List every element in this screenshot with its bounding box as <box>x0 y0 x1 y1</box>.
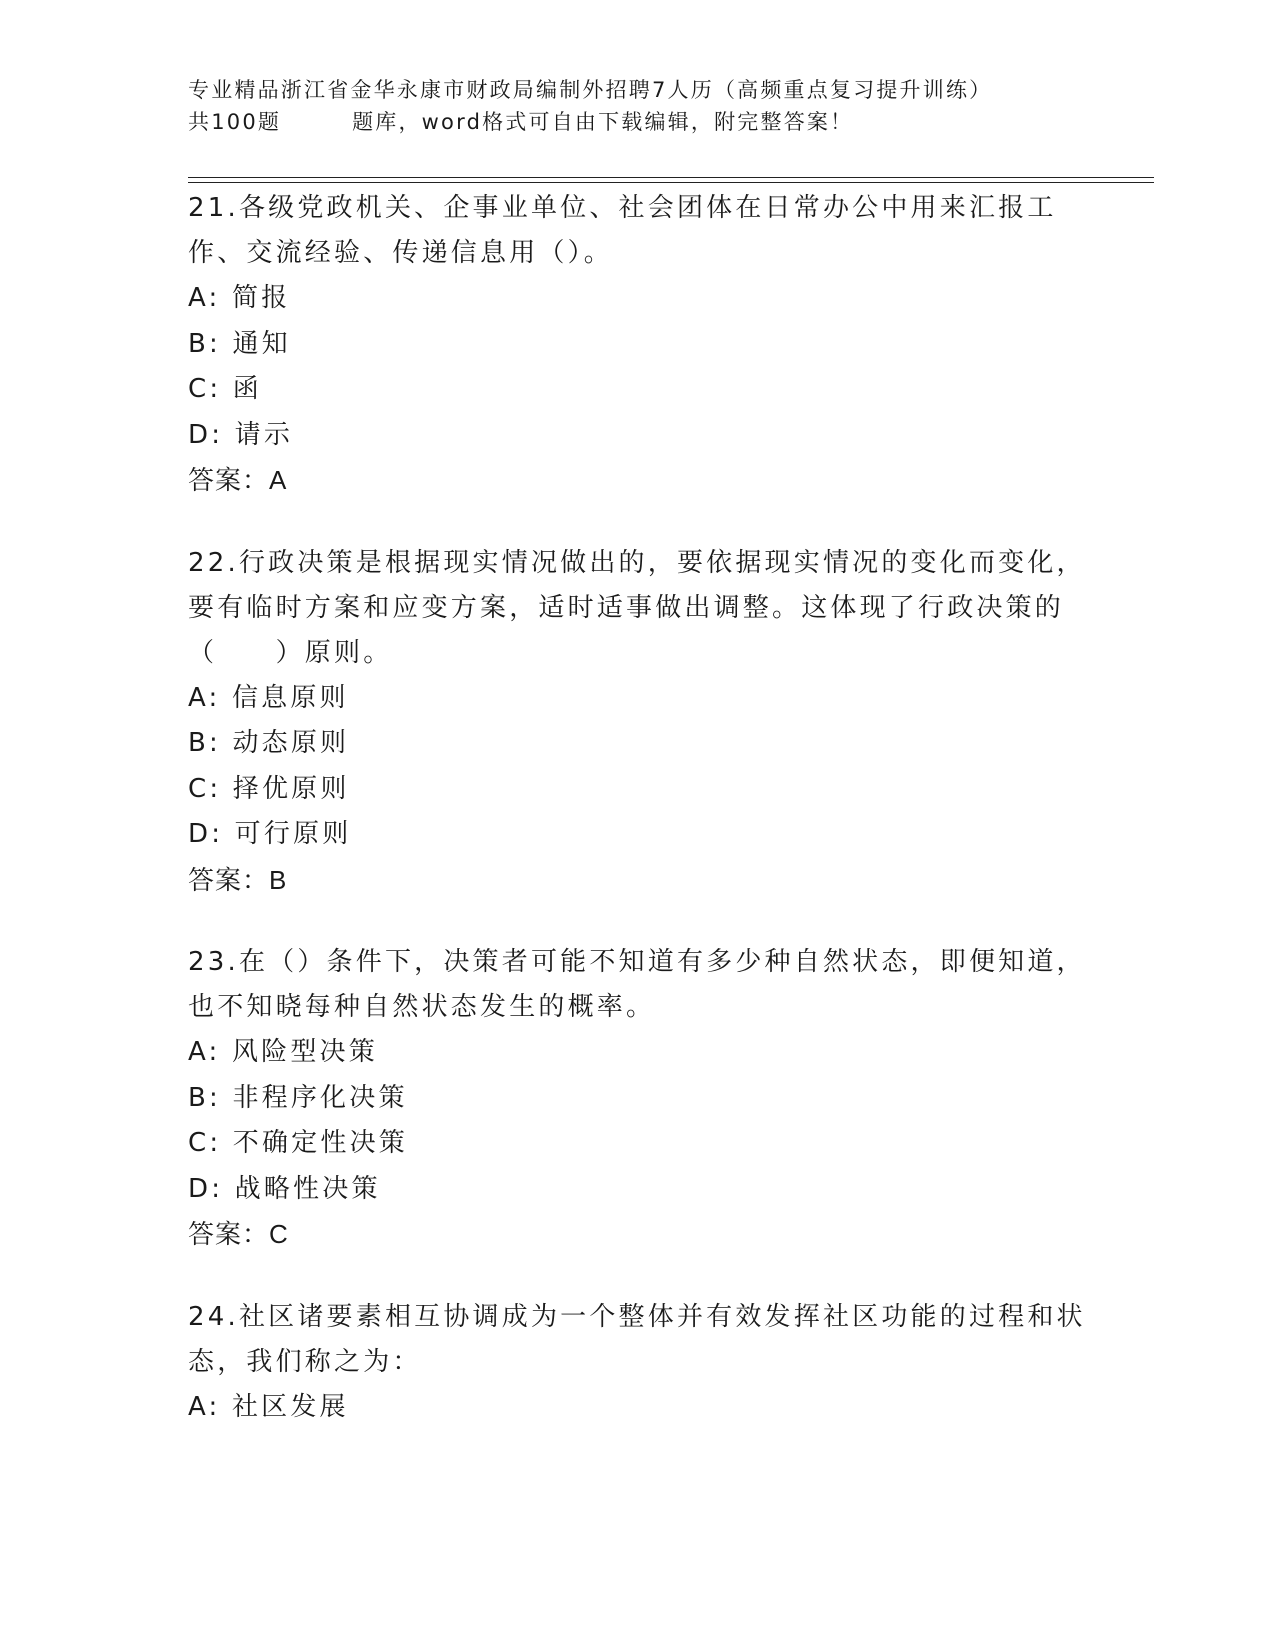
question-21 <box>188 186 1088 504</box>
header-subtitle-line: 共100题 题库，word格式可自由下载编辑，附完整答案！ <box>188 110 854 134</box>
question-stem: 21.各级党政机关、企事业单位、社会团体在日常办公中用来汇报工作、交流经验、传递信息用（）。 <box>188 193 1057 268</box>
option-d: D: 战略性决策 <box>188 1173 381 1204</box>
option-c: C: 不确定性决策 <box>188 1128 408 1158</box>
header-divider-top <box>188 177 1154 178</box>
option-b: B: 非程序化决策 <box>188 1082 408 1113</box>
option-c: C: 函 <box>188 374 262 404</box>
question-24 <box>188 1295 1088 1431</box>
answer-label: 答案：B <box>188 864 288 895</box>
option-b: B: 动态原则 <box>188 728 350 758</box>
option-c: C: 择优原则 <box>188 773 350 804</box>
document-header <box>188 74 1088 138</box>
question-stem: 23.在（）条件下，决策者可能不知道有多少种自然状态，即便知道，也不知晓每种自然状态发生的概率。 <box>188 947 1086 1022</box>
answer-label: 答案：C <box>188 1219 289 1249</box>
option-a: A: 社区发展 <box>188 1391 349 1422</box>
option-b: B: 通知 <box>188 328 291 359</box>
question-23 <box>188 940 1088 1258</box>
question-stem: 24.社区诸要素相互协调成为一个整体并有效发挥社区功能的过程和状态，我们称之为： <box>188 1301 1086 1377</box>
question-list <box>188 186 1088 1467</box>
option-a: A: 风险型决策 <box>188 1037 378 1067</box>
option-d: D: 可行原则 <box>188 819 352 849</box>
question-22 <box>188 541 1088 904</box>
header-title-line: 专业精品浙江省金华永康市财政局编制外招聘7人历（高频重点复习提升训练） <box>188 78 993 102</box>
option-d: D: 请示 <box>188 419 294 450</box>
header-divider-bottom <box>188 182 1154 183</box>
answer-label: 答案：A <box>188 465 288 495</box>
option-a: A: 信息原则 <box>188 682 349 713</box>
option-a: A: 简报 <box>188 283 291 313</box>
question-stem: 22.行政决策是根据现实情况做出的，要依据现实情况的变化而变化，要有临时方案和应变方案，适时适事做出调整。这体现了行政决策的（ ）原则。 <box>188 547 1086 668</box>
